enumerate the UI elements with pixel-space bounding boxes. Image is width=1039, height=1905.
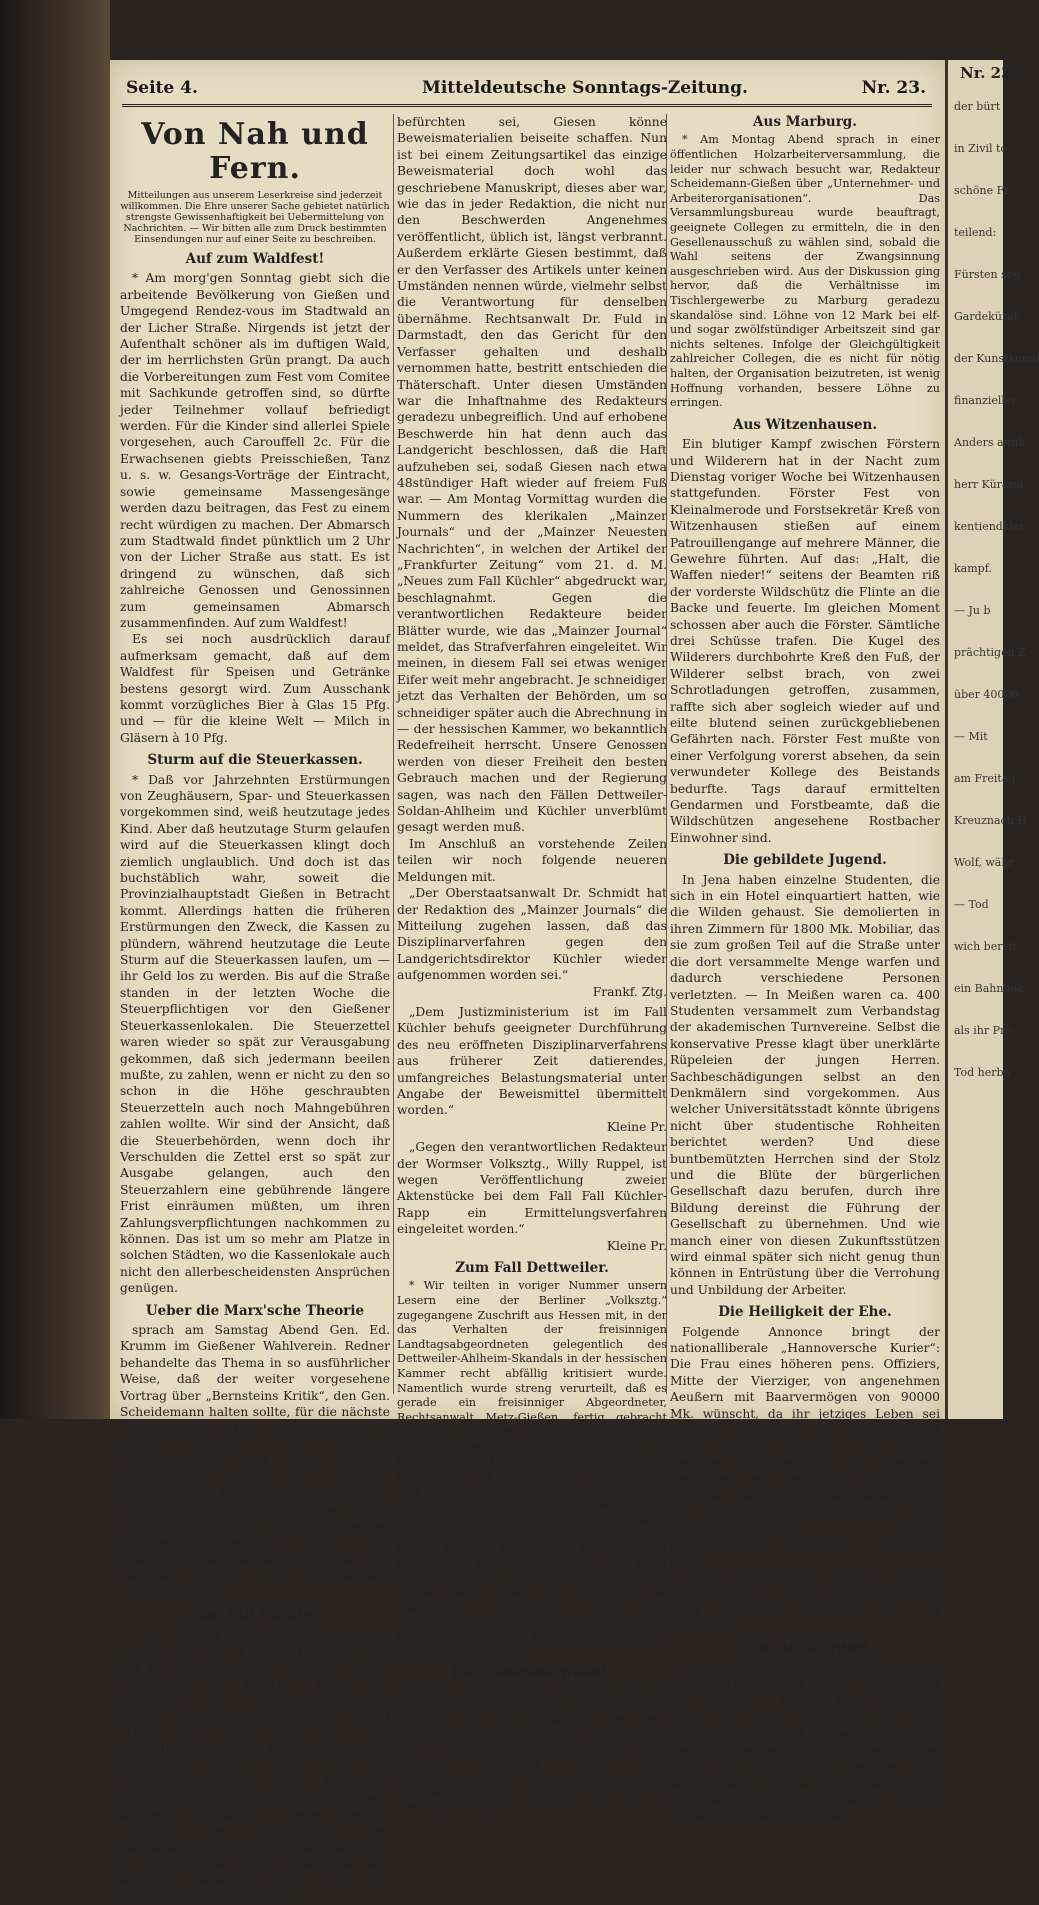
facing-page-line: Kreuznach H <box>954 814 1027 827</box>
article-paragraph: * Daß vor Jahrzehnten Erstürmungen von Zeughäusern, Spar- und Steuerkassen vorgekommen sind, weiß heutzutage jedes Kind. Aber daß heutzutage Sturm gelaufen wird auf die Steuerkassen klingt doch ziemlich unglaublich. Und doch ist das buchstäblich wahr, soweit die Provinzialhauptstadt Gießen in Betracht kommt. Allerdings hatten die früheren Erstürmungen den Zweck, die Kassen zu plündern, während heutzutage die Leute Sturm auf die Steuerkassen laufen, um — ihr Geld los zu werden. Bis auf die Straße standen in der letzten Woche die Steuerpflichtigen vor den Gießener Steuerkassenlokalen. Die Steuerzettel waren wieder so spät zur Verausgabung gekommen, daß sich jedermann beeilen mußte, zu zahlen, wenn er nicht zu den so schon in die Höhe geschraubten Steuerzetteln auch noch Mahngebühren zahlen wollte. Wir sind der Ansicht, daß die Steuerbehörden, wenn doch ihr Verschulden die Zettel erst so spät zur Ausgabe gelangen, auch den Steuerzahlern eine gebührende längere Frist einräumen müßten, um ihren Zahlungsverpflichtungen nachkommen zu können. Das ist um so mehr am Platze in solchen Städten, wo die Kassenlokale auch nicht den allerbescheidensten Ansprüchen genügen. <box>120 772 390 1296</box>
facing-page-line: kentiendklar <box>954 520 1025 533</box>
quote-source: Kleine Pr. <box>606 1238 667 1253</box>
article-heading: Ueber die Marx'sche Theorie <box>145 1302 365 1319</box>
facing-page-line: der bürt <box>954 100 1001 113</box>
facing-page-line: wich bereit <box>954 940 1017 953</box>
issue-number: Nr. 23. <box>861 78 926 98</box>
section-intro: Mitteilungen aus unserem Leserkreise sind jederzeit willkommen. Die Ehre unserer Sache gebietet natürlich strengste Gewissenhaftigkeit bei Uebermittelung von Nachrichten. — Wir bitten alle zum Druck bestimmten Einsendungen nur auf einer Seite zu beschreiben. <box>120 190 390 245</box>
facing-page-line: herr Kürassi <box>954 478 1024 491</box>
article-heading: Schnell befördert. <box>736 1641 874 1658</box>
article-paragraph: Ein blutiger Kampf zwischen Förstern und Wilderern hat in der Nacht zum Dienstag voriger Woche bei Witzenhausen stattgefunden. Förster Fest von Kleinalmerode und Forstsekretär Kreß von Witzenhausen stießen auf einem Patrouillengange auf mehrere Männer, die Gewehre führten. Auf das: „Halt, die Waffen nieder!“ seitens der Beamten riß der vorderste Wildschütz die Flinte an die Backe und feuerte. Im gleichen Moment schossen aber auch die Förster. Sämtliche drei Schüsse trafen. Die Kugel des Wilderers durchbohrte Kreß den Fuß, der Wilderer selbst brach, von zwei Schrotladungen getroffen, zusammen, raffte sich aber sogleich wieder auf und eilte blutend seinen zurückgebliebenen Gefährten nach. Förster Fest mußte von einer Verfolgung vorerst absehen, da sein verwundeter Kollege des Beistands bedurfte. Tags darauf ermittelten Gendarmen und Forstbeamte, daß die Wildschützen angesehene Rostbacher Einwohner sind. <box>670 437 940 845</box>
article-paragraph: Zu den glänzendsten Erscheinungen am Berliner Hofe gehört auch — so berichtet die „Woche“ — Fürstin Alfred zu Salm-Dyck, ein Ideal stolzester und doch reizendster Weiblichkeit. Der Zauber ihrer Persönlichkeit vermag durchzusetzen, was sonst nicht so leicht am Berliner Hofe erreicht wird. Als die Fürstin dem Kaiser auf einem Kostümfeste bemerkte, daß ihr Gemahl wohl der Einzige sei, <box>670 1661 940 1824</box>
column-2 <box>397 114 667 1815</box>
facing-page-line: als ihr Pro <box>954 1024 1012 1037</box>
article-paragraph: sprach am Samstag Abend Gen. Ed. Krumm im Gießener Wahlverein. Redner behandelte das Thema in so ausführlicher Weise, daß der weiter vorgesehene Vortrag über „Bernsteins Kritik“, den Gen. Scheidemann halten sollte, für die nächste Versammlung vertagt werden mußte. Es wurde allseitig der Wunsch ausgesprochen, daß die nächste Versammlung wieder so zahlreich, möglichst noch besser besucht sein möge, wie diejenige vom letzten Samstag. In der am Samstag, den 10. Juni stattfindenden Wahlvereinsversammlung wird die Diskussion über die beiden Referate der Genossen Krumm und Scheidemann eröffnet werden. <box>120 1323 390 1600</box>
article-heading: Zum Fall Küchler. <box>187 1606 323 1623</box>
section-title: Von Nah und Fern. <box>141 117 369 186</box>
facing-page-edge <box>945 60 1039 1419</box>
facing-page-line: — Ju b <box>954 604 991 617</box>
quote-source: Frankf. Ztg. <box>592 984 667 999</box>
article-paragraph: befürchten sei, Giesen könne Beweismaterialien beiseite schaffen. Nun ist bei einem Zeitungsartikel das einzige Beweismaterial doch wohl das geschriebene Manuskript, dieses aber war, wie das in jeder Redaktion, die nicht nur den Beschwerden Angenehmes veröffentlicht, üblich ist, längst verbrannt. Außerdem erklärte Giesen bestimmt, daß er den Verfasser des Artikels unter keinen Umständen nennen würde, vielmehr selbst die Verantwortung für denselben übernähme. Rechtsanwalt Dr. Fuld in Darmstadt, den das Gericht für den Verfasser gehalten und deshalb vernommen hatte, bestritt entschieden die Thäterschaft. Unter diesen Umständen war die Inhaftnahme des Redakteurs geradezu unbegreiflich. Und auf erhobene Beschwerde hin hat denn auch das Landgericht beschlossen, daß die Haft aufzuheben sei, sodaß Giesen nach etwa 48stündiger Haft wieder auf freiem Fuß war. — Am Montag Vormittag wurden die Nummern des klerikalen „Mainzer Journals“ und der „Mainzer Neuesten Nachrichten“, in welchen der Artikel der „Frankfurter Zeitung“ vom 21. d. M. „Neues zum Fall Küchler“ abgedruckt war, beschlagnahmt. Gegen die verantwortlichen Redakteure beider Blätter wurde, wie das „Mainzer Journal“ meldet, das Strafverfahren eingeleitet. Wir meinen, in diesem Fall sei etwas weniger Eifer weit mehr angebracht. Je schneidiger jetzt das Verhalten der Behörden, um so schneidiger später auch die Abrechnung in — der hessischen Kammer, wo bekanntlich Redefreiheit herrscht. Unsere Genossen werden von dieser Freiheit den besten Gebrauch machen und der Regierung sagen, was nach den Fällen Dettweiler-Soldan-Ahlheim und Küchler unverblümt gesagt werden muß. <box>397 115 667 835</box>
column-rule <box>393 114 394 1394</box>
quote-paragraph: „Gegen den verantwortlichen Redakteur der Wormser Volksztg., Willy Ruppel, ist wegen Veröffentlichung zweier Aktenstücke bei dem Fall Fall Küchler-Rapp ein Ermittelungsverfahren eingeleitet worden.“ <box>397 1140 667 1237</box>
page-number: Seite 4. <box>126 78 198 98</box>
article-heading: Die Heiligkeit der Ehe. <box>718 1304 892 1321</box>
facing-page-issue: Nr. 23. <box>960 64 1017 82</box>
facing-page-line: prächtigen Z <box>954 646 1026 659</box>
facing-page-line: Gardekürat <box>954 310 1019 323</box>
facing-page-line: Anders antik <box>954 436 1026 449</box>
article-heading: Auf zum Waldfest! <box>185 251 325 267</box>
facing-page-line: finanzieller <box>954 394 1017 407</box>
facing-page-line: über 40000 <box>954 688 1019 701</box>
article-heading: Die gebildete Jugend. <box>723 852 887 869</box>
article-paragraph: * Am Montag Abend sprach in einer öffentlichen Holzarbeiterversammlung, die leider nur schwach besucht war, Redakteur Scheidemann-Gießen über „Unternehmer- und Arbeiterorganisationen“. Das Versammlungsbureau wurde beauftragt, geeignete Collegen zu ermitteln, die in den Gesellenausschuß zu wählen sind, sobald die Wahl seitens der Zwangsinnung ausgeschrieben wird. Aus der Diskussion ging hervor, daß die Verhältnisse im Tischlergewerbe zu Marburg geradezu skandalöse sind. Löhne von 12 Mark bei elf- und sogar zwölfstündiger Arbeitszeit sind gar nichts seltenes. Infolge der Gleichgültigkeit zahlreicher Collegen, die es nicht für nötig halten, der Organisation beizutreten, ist wenig Hoffnung vorhanden, bessere Löhne zu erringen. <box>670 133 940 410</box>
article-paragraph: Bei der Nachwahl in Straubing hat der Centrumskandidat Eschinger mit 13 Stimmen Mehrheit über den Candidaten des bayr. Bauernbundes gesiegt. Bei der Hauptwahl im Juni v. J. siegte der Bauernbündler mit 5000 Stimmen Mehrheit über den Centrumskandidaten. Die ewigen Reibereien der Bauern„führer“ miteinander sind an der Niederlage schuld. <box>397 1684 667 1815</box>
facing-page-line: in Zivil to <box>954 142 1008 155</box>
article-paragraph: In Jena haben einzelne Studenten, die sich in ein Hotel einquartiert hatten, wie die Wilden gehaust. Sie demolierten in ihren Zimmern für 1800 Mk. Mobiliar, das sie zum großen Teil auf die Straße unter die dort versammelte Menge warfen und dadurch verschiedene Personen verletzten. — In Meißen waren ca. 400 Studenten versammelt zum Verbandstag der akademischen Turnvereine. Selbst die konservative Presse klagt über unerklärte Rüpeleien der jungen Herren. Sachbeschädigungen selbst an den Denkmälern sind vorgekommen. Aus welcher Universitätsstadt könnte übrigens nicht über studentische Rohheiten berichtet werden? Und diese buntbemützten Herrchen sind der Stolz und die Blüte der bürgerlichen Gesellschaft dazu berufen, durch ihre Bildung dereinst die Führung der Gesellschaft zu übernehmen. Und wie manch einer von diesen Zukunftsstützen wird einmal später sich nicht genug thun können in Entrüstung über die Verrohung und Unbildung der Arbeiter. <box>670 872 940 1297</box>
article-paragraph: Es sei noch ausdrücklich darauf aufmerksam gemacht, daß auf dem Waldfest für Speisen und Getränke bestens gesorgt wird. Zum Ausschank kommt vorzügliches Bier à Glas 15 Pfg. und — für die kleine Welt — Milch in Gläsern à 10 Pfg. <box>120 632 390 745</box>
facing-page-line: ein Bahnhok <box>954 982 1024 995</box>
facing-page-line: — Mit <box>954 730 988 743</box>
facing-page-line: Fürsten sog <box>954 268 1021 281</box>
facing-page-line: der Kunstkenni <box>954 352 1039 365</box>
article-paragraph: * Wir teilten in voriger Nummer unsern Lesern eine der Berliner „Volksztg.“ zugegangene Zuschrift aus Hessen mit, in der das Verhalten der freisinnigen Landtagsabgeordneten gelegentlich des Dettweiler-Ahlheim-Skandals in der hessischen Kammer recht abfällig kritisiert wurde. Namentlich wurde streng verurteilt, daß es gerade ein freisinniger Abgeordneter, Rechtsanwalt Metz-Gießen, fertig gebracht habe, für Dettweiler eine Lanze zu brechen. Daraufhin erschien einige Tage später in der Freis. Ztg. ein Artikel, der das Verhalten des Herrn Metz zu rechtfertigen versucht. Der Abg. Metz habe nicht entschuldigen wollen, sondern bis zu einem gewissen Grade menschlich zu erklären versucht. Es habe wohl Niemand das Gefühl gehabt, daß der Abg. Ulrich, den Abg. Metz in den Sand gestreckt habe. Diesen Eindruck haben doch wohl recht viele Leute gehabt, als sie die Kammerberichte gelesen haben. Herr Metz soll doch das unkorrigierte Stenogramm seiner Rede veröffentlichen, dann wird die Rolle, welche er in jener denkwürdigen Kammersitzung spielte, aller Welt offenkundig. <box>397 1279 667 1658</box>
article-paragraph: Ist des erfrischende Wort zu diesem Inserat, das in einem nationalliberalen Blatt Aufnahme gefunden hat, ist überflüßig. <box>670 1570 940 1634</box>
facing-page-line: Wolf, währ <box>954 856 1014 869</box>
facing-page-line: kampf. <box>954 562 992 575</box>
article-heading: Zum Fall Dettweiler. <box>455 1260 609 1277</box>
column-3 <box>670 114 940 1824</box>
newspaper-page <box>110 60 945 1904</box>
article-paragraph: Folgende Annonce bringt der nationalliberale „Hannoversche Kurier“: Die Frau eines höheren pens. Offiziers, Mitte der Vierziger, von angenehmen Aeußern mit Baarvermögen von 90000 Mk. wünscht, da ihr jetziges Leben sei langem unerträglich, die Bekanntschaft eines höheren Offiziers oder hohen Beamten (Junggesellen) mit gleichem Vermögen, bez. Gehalt als Freund und Ratgeber behufs späterer Verheiratung. Nur Offerten mit Wohnort und voller Namensunterschrift werden berücksichtigt. Diskretion unbedingt sicher.“ <box>670 1324 940 1569</box>
quote-source: Kleine Pr. <box>606 1119 667 1134</box>
column-1 <box>120 114 390 1904</box>
book-binding <box>0 0 110 1419</box>
article-paragraph: * Am morg'gen Sonntag giebt sich die arbeitende Bevölkerung von Gießen und Umgegend Rendez-vous im Stadtwald an der Licher Straße. Nirgends ist jetzt der Aufenthalt schöner als im duftigen Wald, der im herrlichsten Grün prangt. Da auch die Vorbereitungen zum Fest vom Comitee mit Sachkunde getroffen sind, so dürfte jeder Teilnehmer vollauf befriedigt werden. Für die Kinder sind allerlei Spiele vorgesehen, auch Carouffell 2c. Für die Erwachsenen giebts Preisschießen, Tanz u. s. w. Gesangs-Vorträge der Eintracht, sowie gemeinsame Massengesänge werden dazu beitragen, das Fest zu einem recht würdigen zu machen. Der Abmarsch zum Stadtwald findet pünktlich um 2 Uhr von der Licher Straße aus statt. Es ist dringend zu wünschen, daß sich zahlreiche Genossen und Genossinnen zum gemeinsamen Abmarsch zusammenfinden. Auf zum Waldfest! <box>120 271 390 630</box>
article-heading: Sturm auf die Steuerkassen. <box>147 752 363 769</box>
article-heading: Aus Witzenhausen. <box>732 416 878 433</box>
facing-page-line: — Tod <box>954 898 989 911</box>
facing-page-line: am Freitag <box>954 772 1016 785</box>
facing-page-line: Tod herbe <box>954 1066 1011 1079</box>
quote-paragraph: „Dem Justizministerium ist im Fall Küchler behufs geeigneter Durchführung des neu eröffneten Disziplinarverfahrens aus früherer Zeit datierendes, umfangreiches Belastungsmaterial unter Angabe der Beweismittel übermittelt worden.“ <box>397 1004 667 1118</box>
article-paragraph: Im Anschluß an vorstehende Zeilen teilen wir noch folgende neueren Meldungen mit. <box>397 836 667 884</box>
quote-paragraph: „Der Oberstaatsanwalt Dr. Schmidt hat der Redaktion des „Mainzer Journals“ die Mitteilung zugehen lassen, daß das Disziplinarverfahren gegen den Landgerichtsdirektor Küchler wieder aufgenommen worden sei.“ <box>397 886 667 983</box>
article-heading: Reichstagsnachwahl. <box>452 1664 612 1681</box>
facing-page-line: teilend: <box>954 226 997 239</box>
page-header <box>122 74 932 107</box>
article-heading: Aus Marburg. <box>753 114 857 130</box>
newspaper-title: Mitteldeutsche Sonntags-Zeitung. <box>422 78 748 98</box>
article-paragraph: * Die Affäre Küchler wächst sich immer schöner aus. Die „Frankf. Ztg.“ hatte, wie wir in unserer vorigen Nummer bereits erwähnten, in scharfer Weise die Geschäfte des Landgerichtsdirektors Küchler in Darmstadt besprochen. Darauf erhielt sie dann nicht nur eine Berichtigung, sondern der verantwortliche Redakteur Giesen wurde vor den Untersuchungsrichter nach Darmstadt geladen, um über den Verfasser des betr. Artikels auszusagen. Giesen bestritt zunächst die Zuständigkeit des Darmstädter Gerichts, da er sein Wohnsitz in Frankfurt sei und verweigerte jede Auskunft. Daraufhin wurde er in Haft genommen, da angeblich zu <box>120 1627 390 1904</box>
facing-page-line: schöne Fr <box>954 184 1010 197</box>
